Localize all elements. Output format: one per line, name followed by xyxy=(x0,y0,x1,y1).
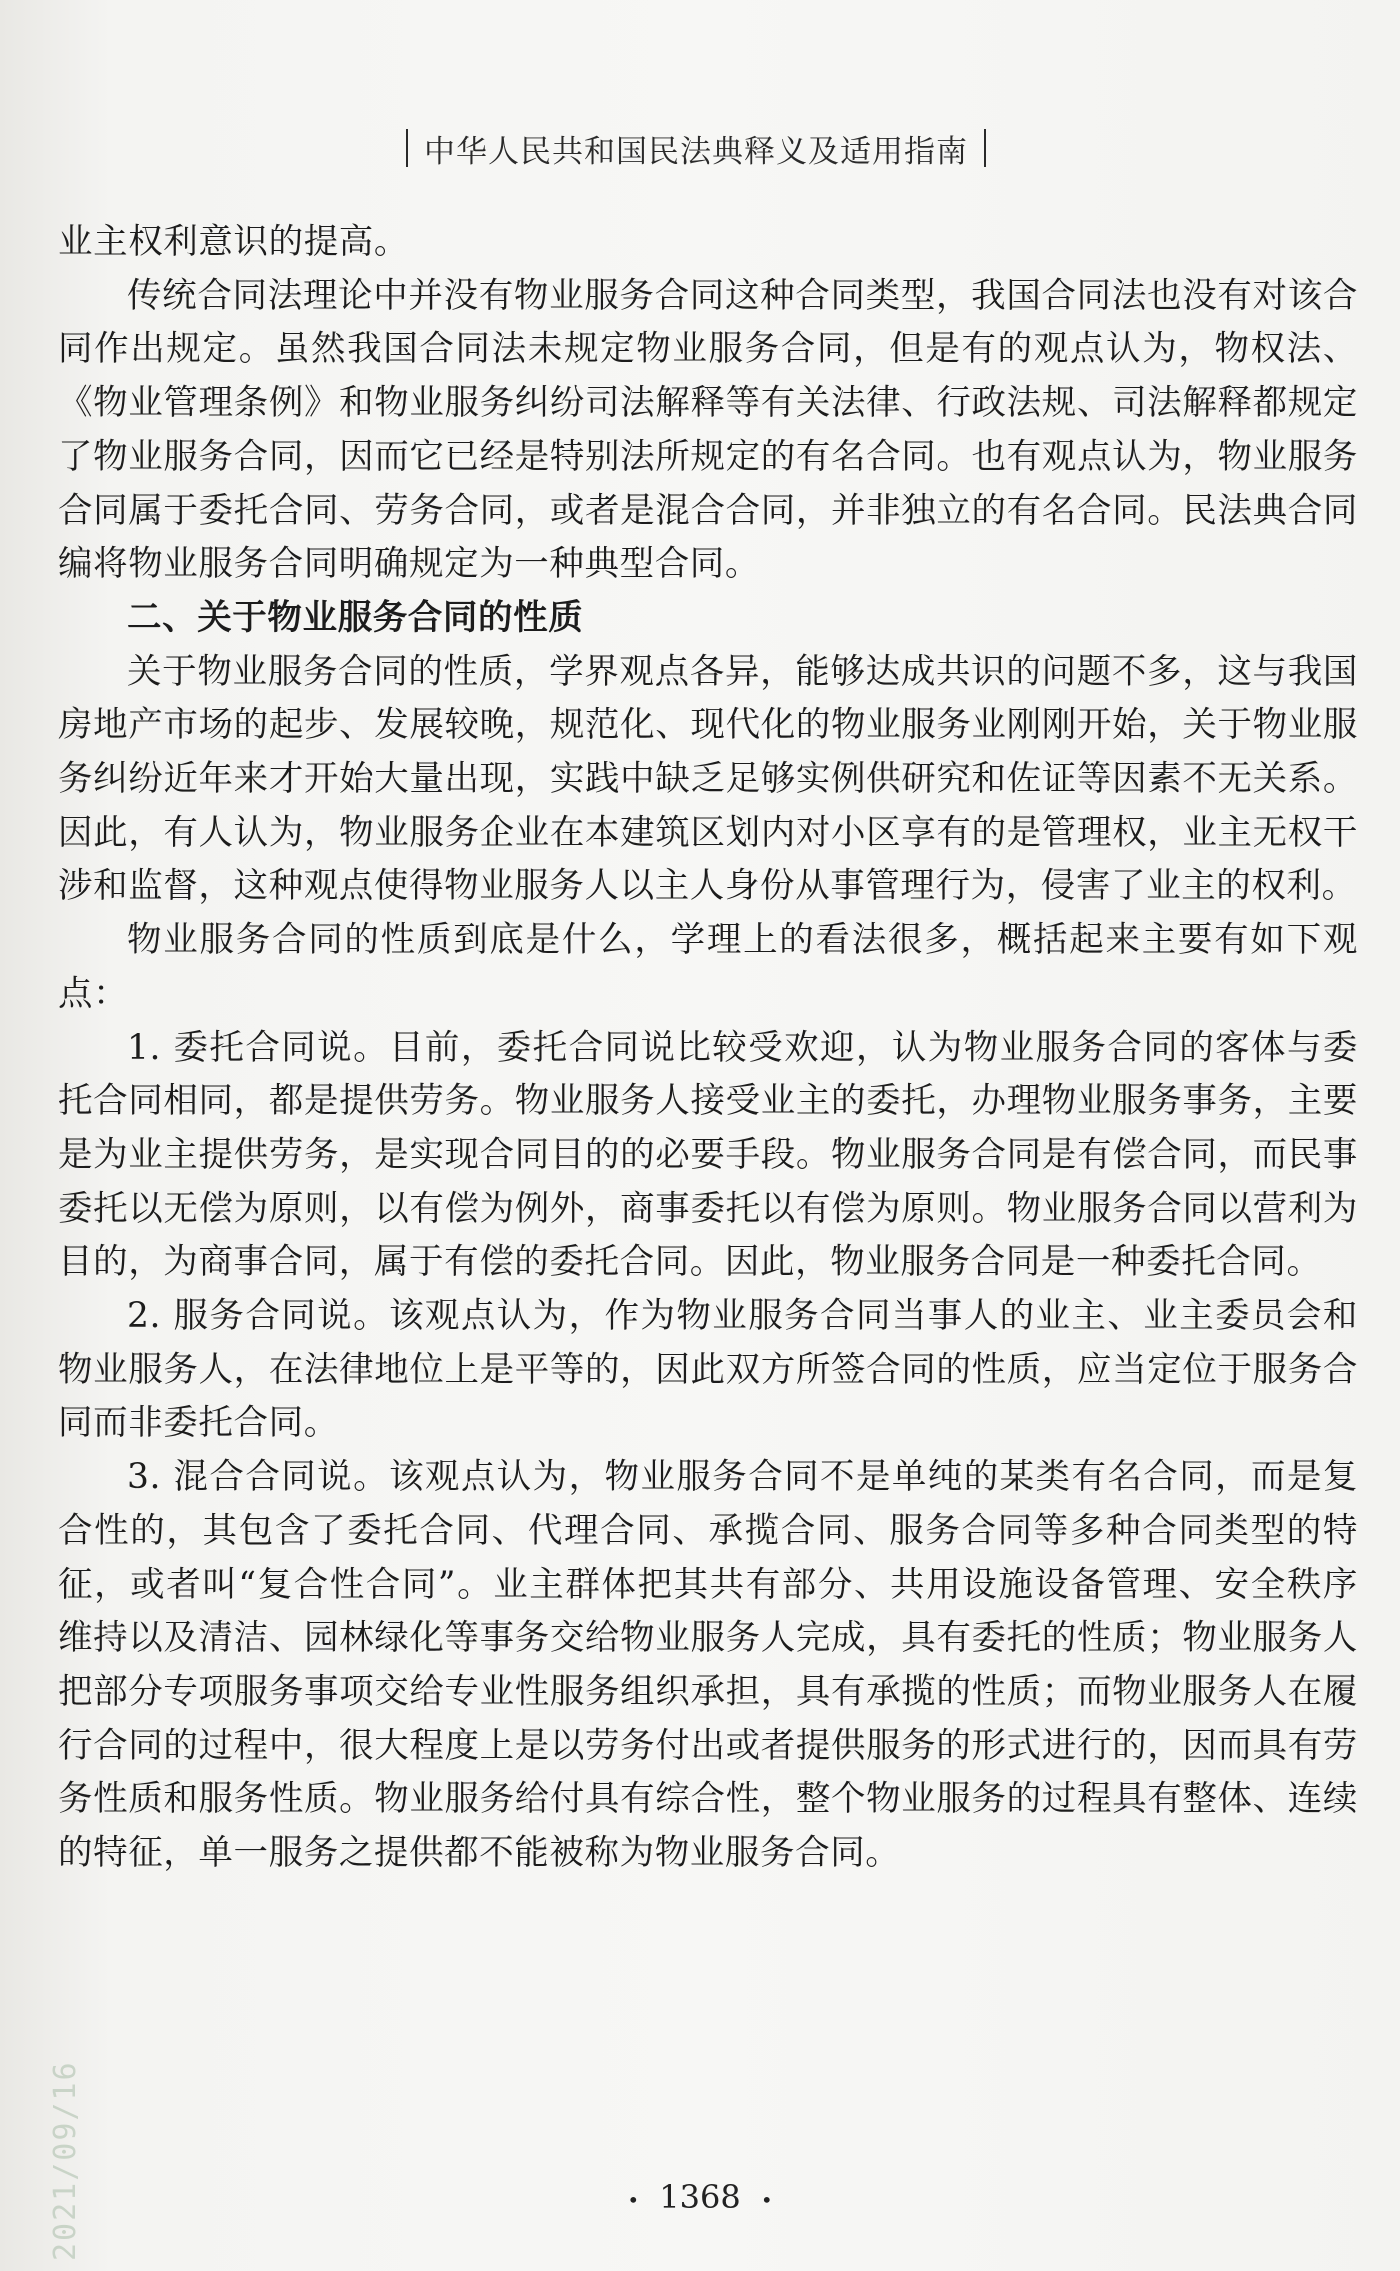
paragraph-view-mixed: 3. 混合合同说。该观点认为，物业服务合同不是单纯的某类有名合同，而是复合性的，其包含了委托合同、代理合同、承揽合同、服务合同等多种合同类型的特征，或者叫“复合性合同”。业主群体把其共有部分、共用设施设备管理、安全秩序维持以及清洁、园林绿化等事务交给物业服务人完成，具有委托的性质；物业服务人把部分专项服务事项交给专业性服务组织承担，具有承揽的性质；而物业服务人在履行合同的过程中，很大程度上是以劳务付出或者提供服务的形式进行的，因而具有劳务性质和服务性质。物业服务给付具有综合性，整个物业服务的过程具有整体、连续的特征，单一服务之提供都不能被称为物业服务合同。 xyxy=(58,1457,1358,1874)
paragraph-nature-overview: 关于物业服务合同的性质，学界观点各异，能够达成共识的问题不多，这与我国房地产市场的起步、发展较晚，规范化、现代化的物业服务业刚刚开始，关于物业服务纠纷近年来才开始大量出现，实践中缺乏足够实例供研究和佐证等因素不无关系。因此，有人认为，物业服务企业在本建筑区划内对小区享有的是管理权，业主无权干涉和监督，这种观点使得物业服务人以主人身份从事管理行为，侵害了业主的权利。 xyxy=(58,651,1358,907)
running-title: 中华人民共和国民法典释义及适用指南 xyxy=(424,133,968,170)
page-number-value: 1368 xyxy=(659,2178,741,2216)
paragraph-continued: 业主权利意识的提高。 xyxy=(58,222,409,262)
paragraph-contract-law-background: 传统合同法理论中并没有物业服务合同这种合同类型，我国合同法也没有对该合同作出规定。虽然我国合同法未规定物业服务合同，但是有的观点认为，物权法、《物业管理条例》和物业服务纠纷司法解释等有关法律、行政法规、司法解释都规定了物业服务合同，因而它已经是特别法所规定的有名合同。也有观点认为，物业服务合同属于委托合同、劳务合同，或者是混合合同，并非独立的有名合同。民法典合同编将物业服务合同明确规定为一种典型合同。 xyxy=(58,275,1358,585)
paragraph-views-intro: 物业服务合同的性质到底是什么，学理上的看法很多，概括起来主要有如下观点： xyxy=(58,920,1358,1014)
page-number xyxy=(0,2178,1400,2216)
header-left-rule xyxy=(406,129,408,167)
running-header xyxy=(376,122,1016,174)
page-number-right-dot: • xyxy=(760,2187,773,2212)
scan-date-watermark: 2021/09/16 xyxy=(48,2060,83,2261)
paragraph-view-entrustment: 1. 委托合同说。目前，委托合同说比较受欢迎，认为物业服务合同的客体与委托合同相同，都是提供劳务。物业服务人接受业主的委托，办理物业服务事务，主要是为业主提供劳务，是实现合同目的的必要手段。物业服务合同是有偿合同，而民事委托以无偿为原则，以有偿为例外，商事委托以有偿为原则。物业服务合同以营利为目的，为商事合同，属于有偿的委托合同。因此，物业服务合同是一种委托合同。 xyxy=(58,1027,1358,1283)
body-text xyxy=(58,216,1358,1881)
section-heading: 二、关于物业服务合同的性质 xyxy=(127,597,584,638)
paragraph-view-service: 2. 服务合同说。该观点认为，作为物业服务合同当事人的业主、业主委员会和物业服务人，在法律地位上是平等的，因此双方所签合同的性质，应当定位于服务合同而非委托合同。 xyxy=(58,1296,1358,1444)
header-right-rule xyxy=(984,129,986,167)
page-number-left-dot: • xyxy=(627,2187,640,2212)
